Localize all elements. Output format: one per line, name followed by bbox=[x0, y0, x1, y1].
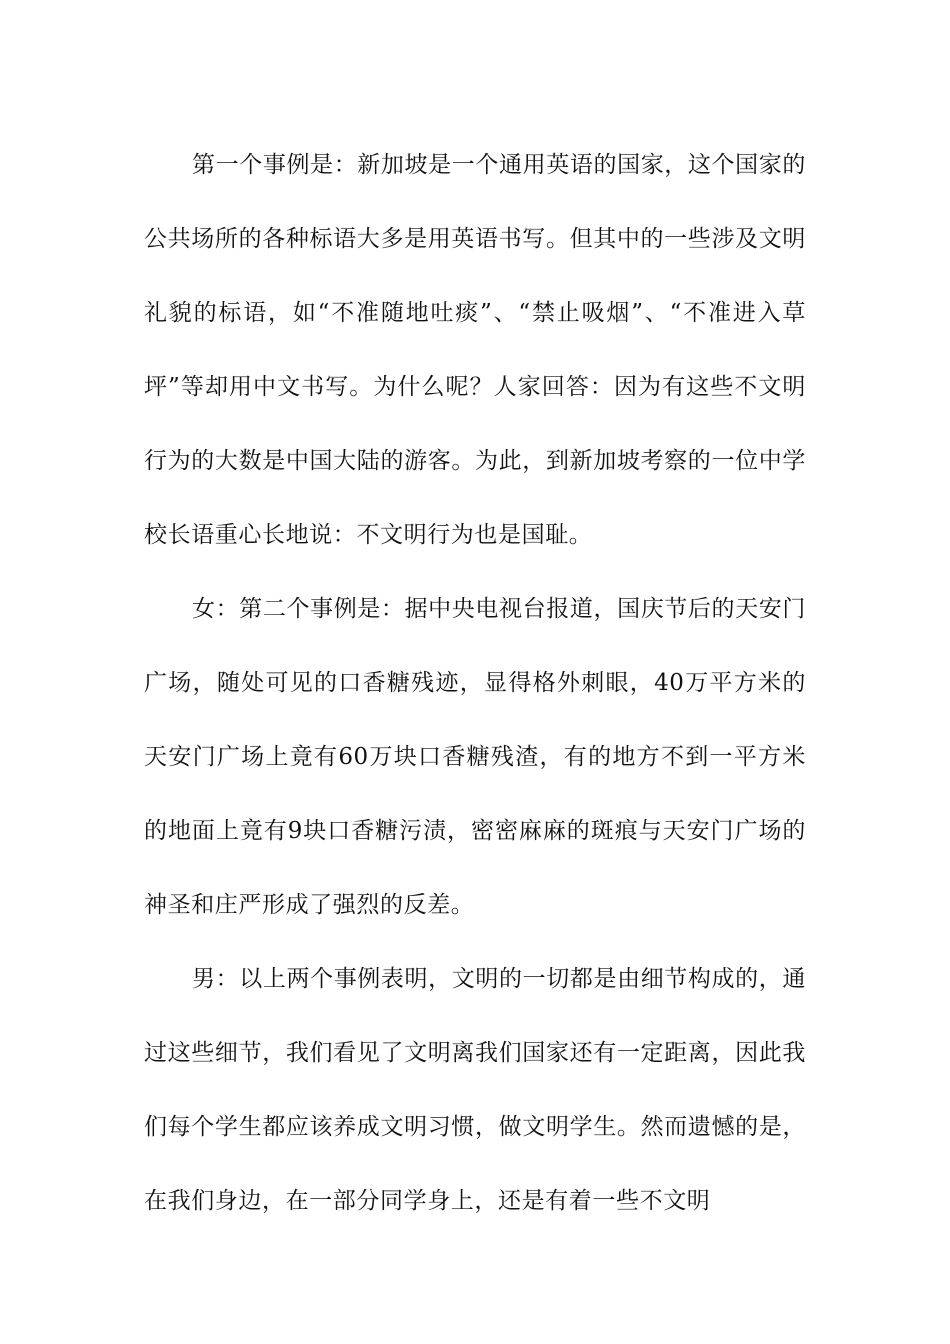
paragraph-conclusion: 男：以上两个事例表明，文明的一切都是由细节构成的，通过这些细节，我们看见了文明离我们国家还有一定距离，因此我们每个学生都应该养成文明习惯，做文明学生。然而遗憾的是，在我们身边，在一部分同学身上，还是有着一些不文明 bbox=[144, 966, 806, 1214]
paragraph-tiananmen-example: 女：第二个事例是：据中央电视台报道，国庆节后的天安门广场，随处可见的口香糖残迹，显得格外刺眼，40万平方米的天安门广场上竟有60万块口香糖残渣，有的地方不到一平方米的地面上竟有9块口香糖污渍，密密麻麻的斑痕与天安门广场的神圣和庄严形成了强烈的反差。 bbox=[144, 596, 806, 918]
document-body bbox=[144, 128, 806, 1238]
paragraph-singapore-example: 第一个事例是：新加坡是一个通用英语的国家，这个国家的公共场所的各种标语大多是用英语书写。但其中的一些涉及文明礼貌的标语，如“不准随地吐痰”、“禁止吸烟”、“不准进入草坪”等却用中文书写。为什么呢？人家回答：因为有这些不文明行为的大数是中国大陆的游客。为此，到新加坡考察的一位中学校长语重心长地说：不文明行为也是国耻。 bbox=[144, 152, 806, 548]
